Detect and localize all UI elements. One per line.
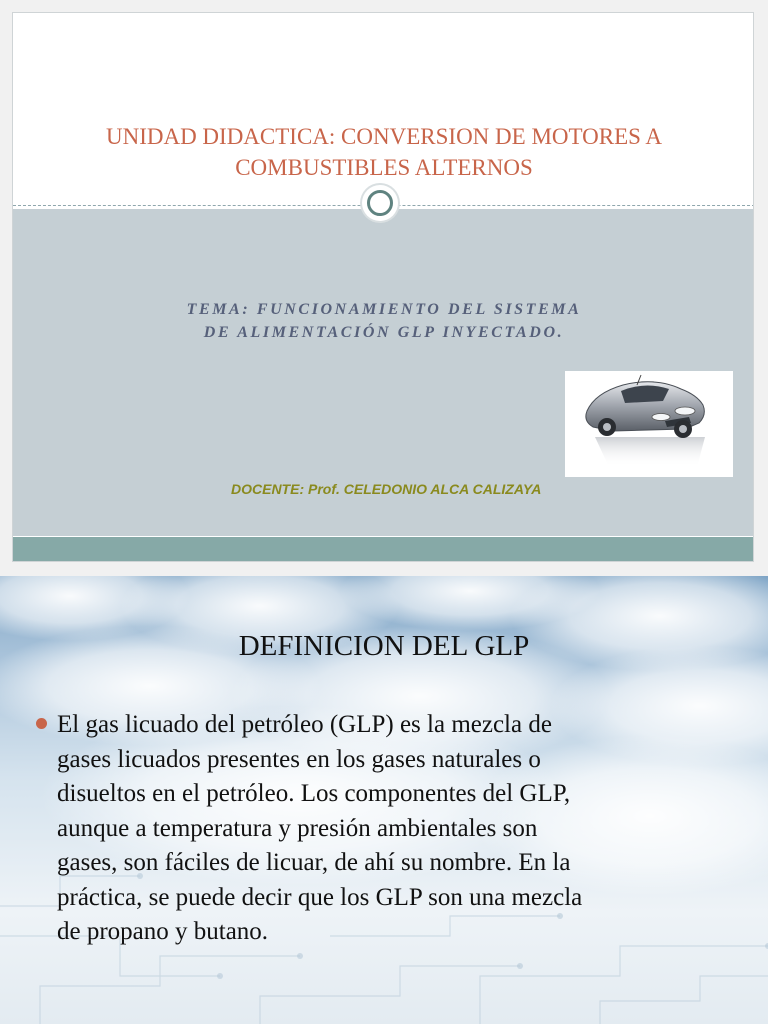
body-line: práctica, se puede decir que los GLP son una mezcla <box>57 883 583 911</box>
sports-car-image <box>565 371 733 477</box>
footer-band <box>13 537 754 562</box>
slide-heading: DEFINICION DEL GLP <box>238 630 530 662</box>
slide-title-line-2: COMBUSTIBLES ALTERNOS <box>235 155 533 180</box>
slide-subtitle <box>13 298 754 344</box>
body-line: gases, son fáciles de licuar, de ahí su nombre. En la <box>57 849 571 876</box>
body-line: de propano y butano. <box>57 918 269 945</box>
definition-paragraph <box>57 708 747 950</box>
definition-slide <box>0 576 768 1024</box>
bullet-dot-icon <box>36 718 47 729</box>
slide-title-line-1: UNIDAD DIDACTICA: CONVERSION DE MOTORES A <box>105 124 663 149</box>
body-line: disueltos en el petróleo. Los componentes del GLP, <box>57 780 571 807</box>
body-line: gases licuados presentes en los gases naturales o <box>57 745 541 773</box>
teacher-label: DOCENTE: Prof. CELEDONIO ALCA CALIZAYA <box>231 481 542 497</box>
ring-ornament-icon <box>362 185 398 221</box>
body-line: aunque a temperatura y presión ambientales son <box>57 814 538 842</box>
title-slide <box>12 12 754 562</box>
body-line: El gas licuado del petróleo (GLP) es la mezcla de <box>57 711 552 738</box>
slide-title <box>13 121 754 183</box>
subtitle-line-2: DE ALIMENTACIÓN GLP INYECTADO. <box>203 324 565 341</box>
subtitle-line-1: TEMA: FUNCIONAMIENTO DEL SISTEMA <box>186 301 582 318</box>
